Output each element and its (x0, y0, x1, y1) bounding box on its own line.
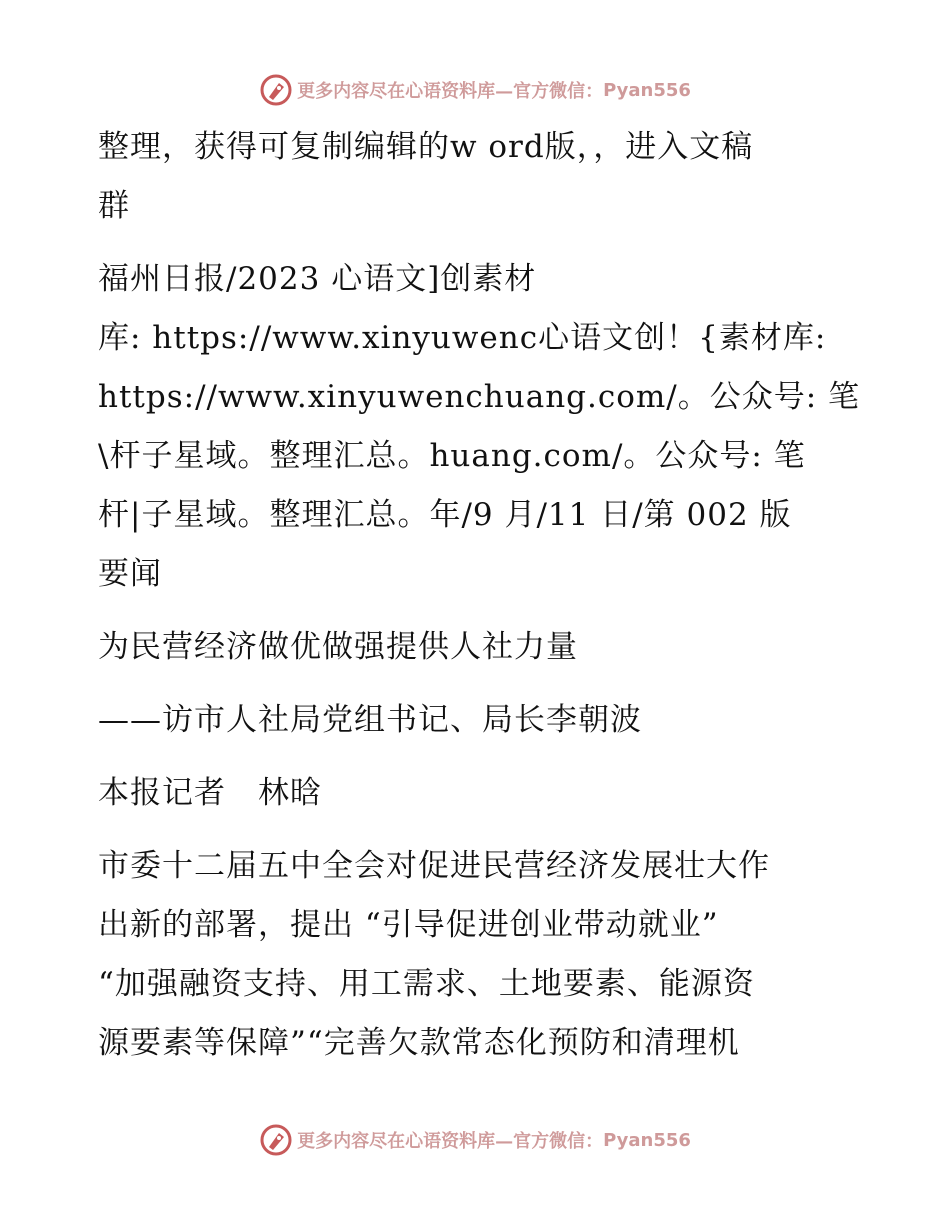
text-line: 杆|子星域。整理汇总。年/9 月/11 日/第 002 版 (98, 497, 792, 533)
watermark-slogan: 更多内容尽在心语资料库—官方微信： (297, 1131, 604, 1152)
paragraph-intro (98, 118, 858, 236)
text-line: 整理，获得可复制编辑的w ord版，，进入文稿 (98, 129, 754, 165)
watermark-footer (0, 1120, 950, 1160)
article-subtitle (98, 691, 858, 750)
article-title (98, 618, 858, 677)
paragraph-source (98, 250, 861, 604)
pen-nib-icon (259, 1123, 293, 1157)
watermark-header (0, 70, 950, 110)
text-line: 库: https://www.xinyuwenc心语文创！{素材库: (98, 320, 827, 356)
text-line: 本报记者 林晗 (98, 775, 322, 811)
pen-nib-icon (259, 73, 293, 107)
text-line: https://www.xinyuwenchuang.com/。公众号: 笔 (98, 379, 861, 415)
watermark-contact: Pyan556 (603, 1129, 691, 1151)
text-line: 出新的部署，提出 “引导促进创业带动就业” (98, 907, 719, 943)
text-line: 群 (98, 188, 130, 224)
text-line: 要闻 (98, 556, 162, 592)
text-line: ——访市人社局党组书记、局长李朝波 (98, 702, 642, 738)
watermark-slogan: 更多内容尽在心语资料库—官方微信： (297, 81, 604, 102)
watermark-contact: Pyan556 (603, 79, 691, 101)
text-line: 福州日报/2023 心语文]创素材 (98, 261, 537, 297)
text-line: 源要素等保障”“完善欠款常态化预防和清理机 (98, 1025, 740, 1061)
article-paragraph (98, 837, 858, 1073)
text-line: 为民营经济做优做强提供人社力量 (98, 629, 578, 665)
text-line: \杆子星域。整理汇总。huang.com/。公众号: 笔 (98, 438, 806, 474)
article-byline (98, 764, 858, 823)
document-body (98, 118, 861, 1073)
text-line: 市委十二届五中全会对促进民营经济发展壮大作 (98, 848, 770, 884)
text-line: “加强融资支持、用工需求、土地要素、能源资 (98, 966, 755, 1002)
